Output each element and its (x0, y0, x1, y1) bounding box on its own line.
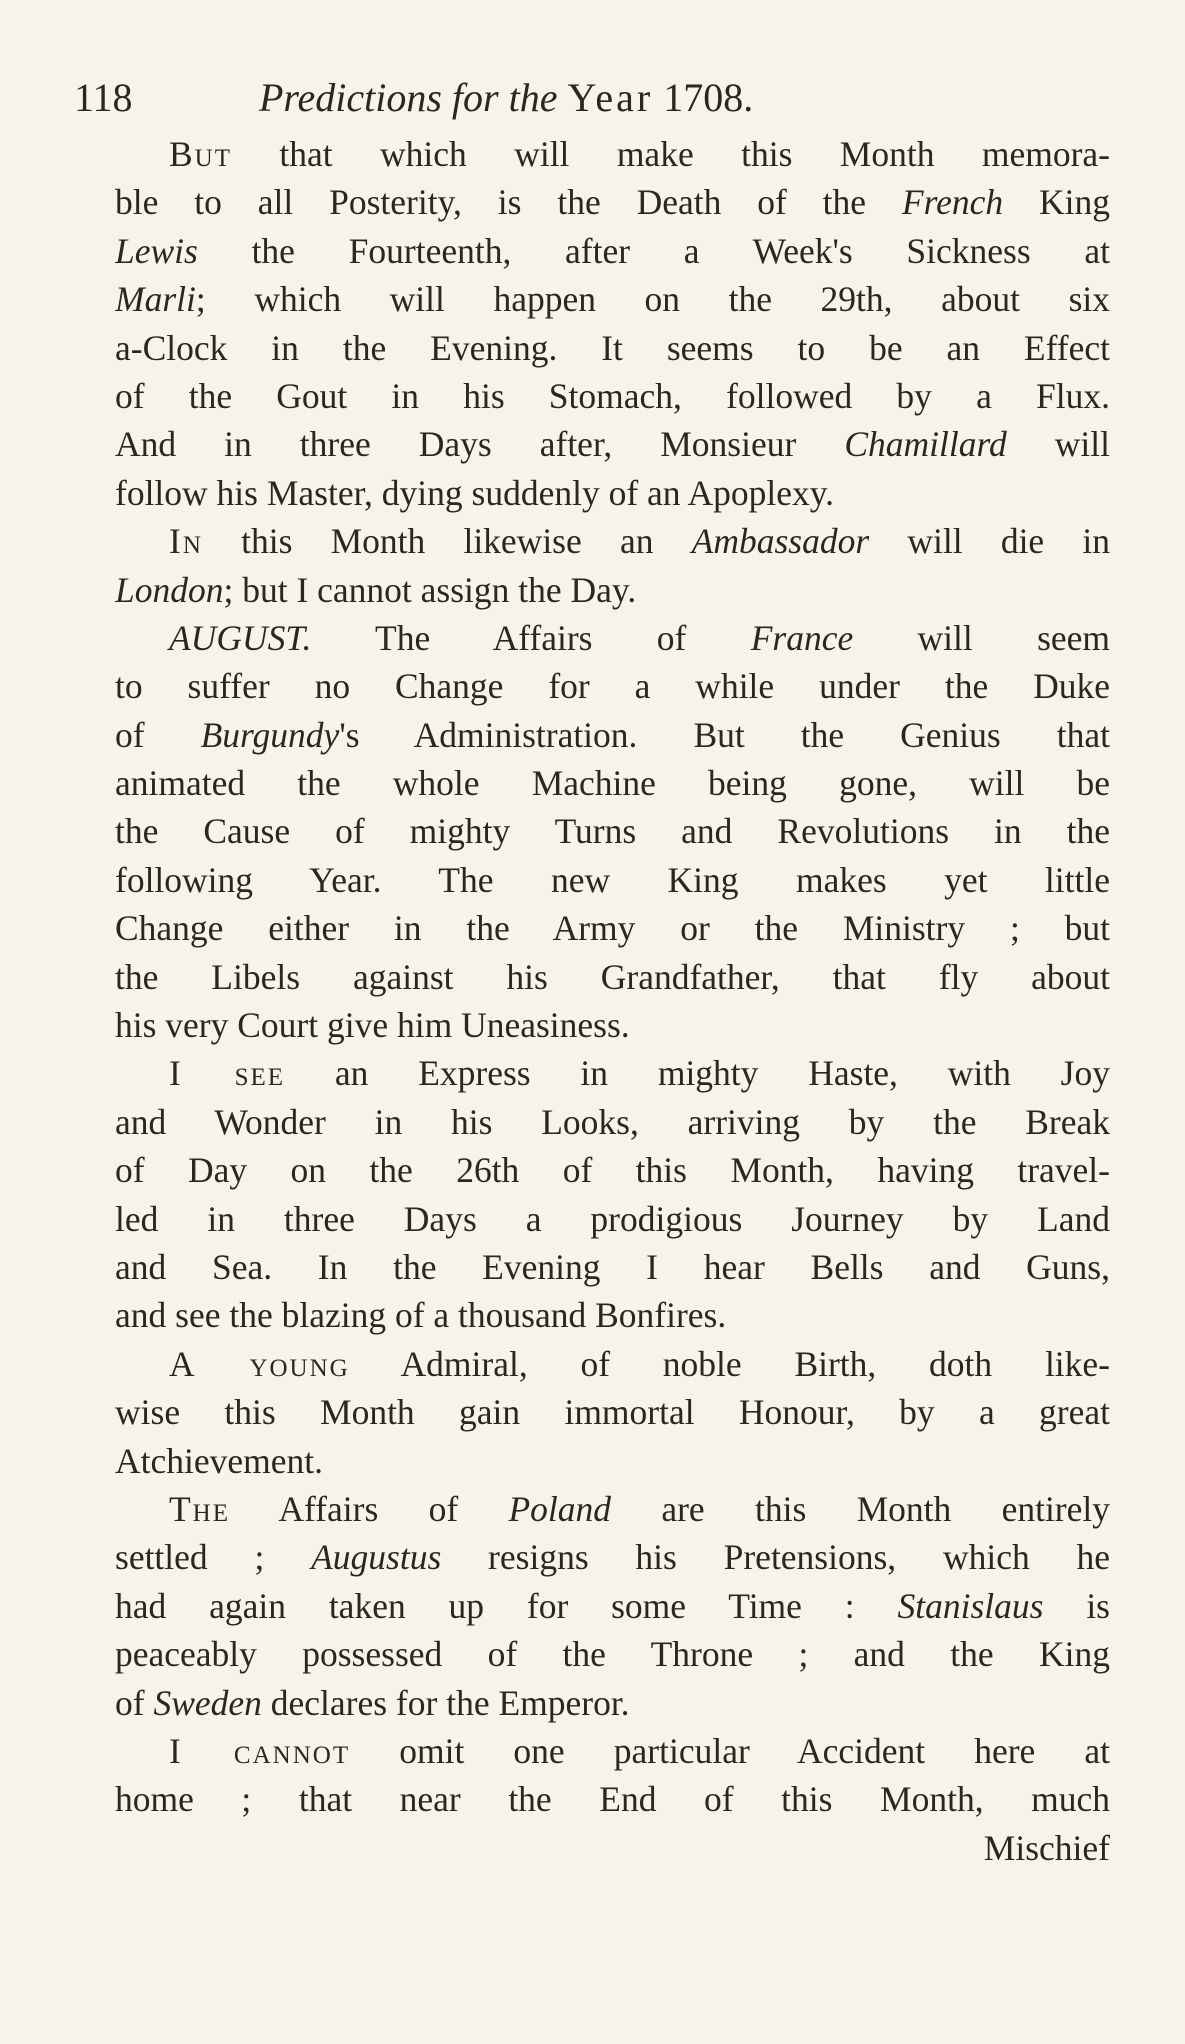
line-text-tail: declares for the Emperor. (261, 1682, 630, 1723)
line-text: and see the blazing of a thousand Bonfires. (115, 1295, 727, 1336)
line-text: his very Court give him Uneasiness. (115, 1005, 630, 1046)
line-text: ; but I cannot assign the Day. (223, 569, 637, 610)
line-lead-italic: Lewis (115, 230, 198, 271)
line-text: of the Gout in his Stomach, followed by a Flux. (115, 375, 1110, 416)
line-text: home ; that near the End of this Month, much (115, 1779, 1110, 1820)
text-line (115, 469, 1110, 517)
line-text: of (115, 714, 201, 755)
line-lead-smallcaps: The (169, 1488, 231, 1529)
text-line (115, 1049, 1110, 1097)
line-italic: Burgundy (200, 714, 340, 755)
line-text: the Cause of mighty Turns and Revolutions in the (115, 811, 1110, 852)
text-line (115, 856, 1110, 904)
running-title-year: 1708. (663, 75, 754, 120)
text-line (115, 1775, 1110, 1823)
text-line (115, 372, 1110, 420)
text-line (115, 420, 1110, 468)
text-line (115, 1243, 1110, 1291)
text-line (115, 953, 1110, 1001)
line-lead-italic: Marli (115, 279, 196, 320)
line-text: ble to all Posterity, is the Death of the (115, 182, 902, 223)
line-text: Change either in the Army or the Ministry ; but (115, 908, 1110, 949)
text-line (115, 759, 1110, 807)
running-title (259, 68, 753, 128)
text-line (115, 178, 1110, 226)
line-text-tail: King (1003, 182, 1110, 223)
line-text: and Wonder in his Looks, arriving by the Break (115, 1101, 1110, 1142)
line-text: Atchievement. (115, 1440, 323, 1481)
line-text-tail: will die in (869, 521, 1110, 562)
line-text: follow his Master, dying suddenly of an Apoplexy. (115, 472, 835, 513)
line-text: to suffer no Change for a while under the Duke (115, 666, 1110, 707)
text-line (115, 517, 1110, 565)
text-line (115, 1727, 1110, 1775)
text-line (115, 1582, 1110, 1630)
line-text: following Year. The new King makes yet little (115, 859, 1110, 900)
text-line (115, 1340, 1110, 1388)
text-line (115, 1630, 1110, 1678)
text-line (115, 130, 1110, 178)
line-italic: France (750, 617, 854, 658)
line-text: had again taken up for some Time : (115, 1585, 898, 1626)
text-line (115, 711, 1110, 759)
text-line (115, 904, 1110, 952)
text-line (115, 275, 1110, 323)
line-text: And in three Days after, Monsieur (115, 424, 845, 465)
line-text: animated the whole Machine being gone, will be (115, 763, 1110, 804)
line-text: the Fourteenth, after a Week's Sickness at (197, 230, 1110, 271)
text-line (115, 1098, 1110, 1146)
line-lead-smallcaps: But (169, 134, 233, 174)
line-text-tail: resigns his Pretensions, which he (441, 1537, 1110, 1578)
line-text: settled ; (115, 1537, 312, 1578)
page-number: 118 (74, 75, 133, 120)
body-text (115, 130, 1110, 1872)
text-line (115, 1195, 1110, 1243)
line-italic: Augustus (311, 1537, 442, 1578)
line-text: an Express in mighty Haste, with Joy (285, 1053, 1110, 1094)
text-line (115, 1388, 1110, 1436)
text-line (115, 324, 1110, 372)
line-text: omit one particular Accident here at (350, 1730, 1110, 1771)
line-text: Affairs of (230, 1488, 509, 1529)
line-italic: French (901, 182, 1004, 223)
line-text: ; which will happen on the 29th, about six (195, 279, 1110, 320)
line-text: wise this Month gain immortal Honour, by a great (115, 1392, 1110, 1433)
line-text: a-Clock in the Evening. It seems to be an Effect (115, 327, 1110, 368)
running-title-year-word: Year (567, 75, 654, 120)
line-italic: Ambassador (691, 521, 870, 562)
line-lead-smallcaps: In (169, 521, 203, 562)
line-text-tail: 's Administration. But the Genius that (339, 714, 1110, 755)
line-lead-italic: AUGUST. (169, 617, 312, 658)
line-text: this Month likewise an (202, 521, 692, 562)
text-line (115, 1533, 1110, 1581)
line-lead-smallcaps: I cannot (169, 1730, 351, 1771)
text-line (115, 807, 1110, 855)
text-line (115, 227, 1110, 275)
text-line (115, 1679, 1110, 1727)
line-text: of Day on the 26th of this Month, having travel- (115, 1150, 1110, 1191)
line-text: and Sea. In the Evening I hear Bells and Guns, (115, 1246, 1110, 1287)
text-line (115, 1146, 1110, 1194)
line-text: led in three Days a prodigious Journey by Land (115, 1198, 1110, 1239)
line-text: The Affairs of (311, 617, 751, 658)
line-lead-italic: London (115, 569, 224, 610)
text-line (115, 1824, 1110, 1872)
line-text-tail: are this Month entirely (611, 1488, 1110, 1529)
text-line (115, 662, 1110, 710)
text-line (115, 1001, 1110, 1049)
line-text: Admiral, of noble Birth, doth like- (349, 1343, 1110, 1384)
text-line (115, 614, 1110, 662)
text-line (115, 1485, 1110, 1533)
line-text: that which will make this Month memora- (232, 134, 1110, 174)
line-italic: Stanislaus (897, 1585, 1044, 1626)
text-line (115, 1291, 1110, 1339)
line-italic: Poland (508, 1488, 612, 1529)
text-line (115, 566, 1110, 614)
running-title-italic: Predictions for the (259, 75, 558, 120)
line-lead-smallcaps: A young (169, 1343, 350, 1384)
line-text-tail: will seem (853, 617, 1110, 658)
line-text-tail: will (1006, 424, 1110, 465)
line-text: Mischief (983, 1827, 1110, 1868)
line-text: peaceably possessed of the Throne ; and the King (115, 1634, 1110, 1675)
running-header (74, 68, 929, 128)
line-italic: Chamillard (844, 424, 1007, 465)
text-line (115, 1437, 1110, 1485)
line-text-tail: is (1043, 1585, 1110, 1626)
line-text: of (115, 1682, 154, 1723)
line-lead-smallcaps: I see (169, 1053, 286, 1094)
line-text: the Libels against his Grandfather, that fly about (115, 956, 1110, 997)
line-italic: Sweden (153, 1682, 262, 1723)
